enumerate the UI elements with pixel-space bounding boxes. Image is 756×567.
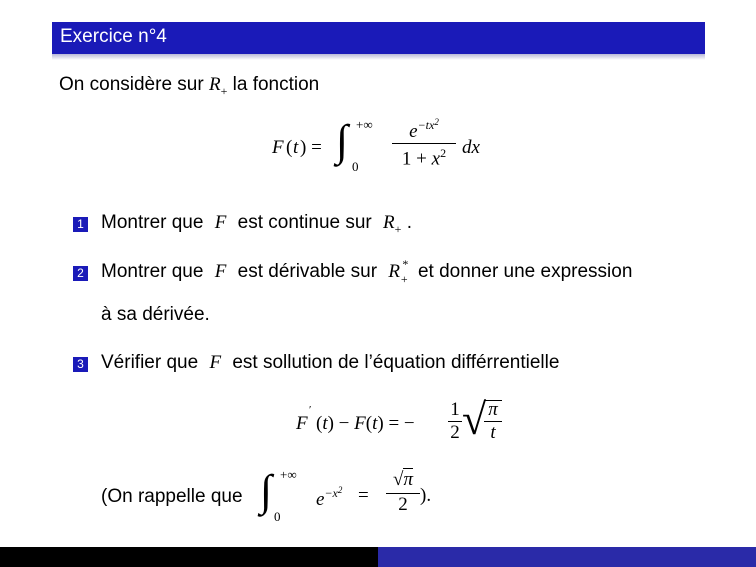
reminder-prefix: (On rappelle que	[101, 486, 243, 507]
item-1-text: Montrer que F est continue sur $R_+$ .	[101, 212, 412, 236]
item-2-text-line2: à sa dérivée.	[101, 304, 210, 325]
footer-left-bar	[0, 547, 378, 567]
title-shadow	[52, 54, 705, 60]
item-2-number: 2	[73, 266, 88, 281]
footer-right-bar	[378, 547, 756, 567]
intro-suffix: la fonction	[232, 74, 320, 95]
item-3-text: Vérifier que F est sollution de l’équation différrentielle	[101, 352, 560, 373]
item-2-text-line1: Montrer que F est dérivable sur R * $_+$ et donner une expression	[101, 257, 633, 286]
item-3-number: 3	[73, 357, 88, 372]
reminder-formula: ∫ +∞ 0 $e^{-x^2}$ = √π 2 ).	[260, 466, 432, 524]
intro-prefix: On considère sur	[59, 74, 204, 95]
differential-equation: F ′ (t) − F(t) = − 1 2 √ π t	[296, 396, 516, 452]
frame-title: Exercice n°4	[60, 26, 167, 47]
frame-title-bar	[52, 22, 705, 54]
intro-set: $R_+$	[208, 74, 228, 98]
item-1-number: 1	[73, 217, 88, 232]
intro-line	[59, 74, 319, 99]
